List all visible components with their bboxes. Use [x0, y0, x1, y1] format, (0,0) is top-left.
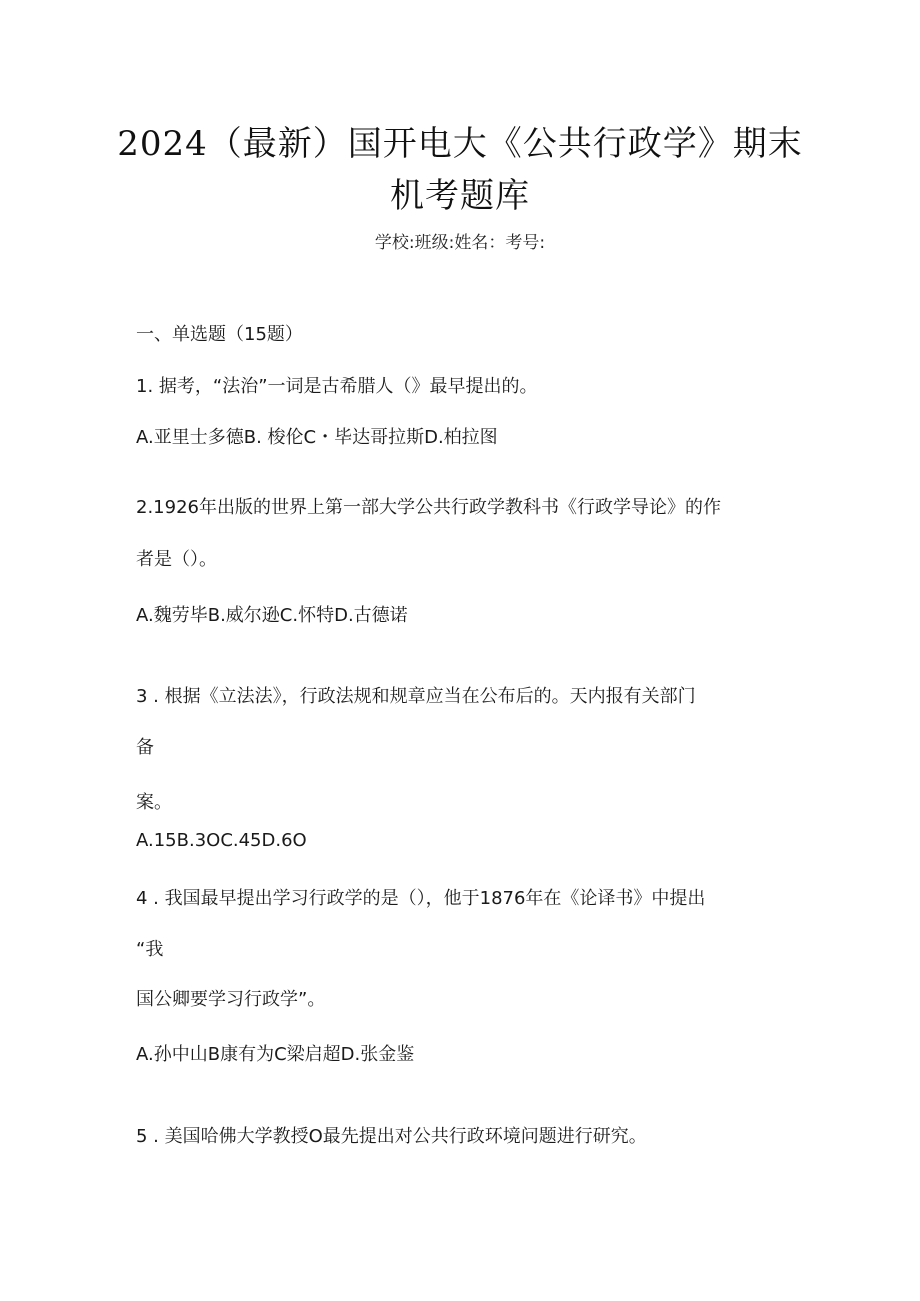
question-2-stem-line-2: 者是（）。 [136, 549, 217, 570]
question-5-stem: 5 . 美国哈佛大学教授O最先提出对公共行政环境问题进行研究。 [136, 1126, 647, 1147]
question-3-options: A.15B.3OC.45D.6O [136, 830, 307, 851]
section-heading: 一、单选题（15题） [136, 324, 303, 345]
question-4-options: A.孙中山B康有为C梁启超D.张金鉴 [136, 1044, 415, 1065]
question-1-options: A.亚里士多德B. 梭伦C・毕达哥拉斯D.柏拉图 [136, 427, 498, 448]
question-3-stem-line-3: 案。 [136, 792, 172, 813]
question-1-stem: 1. 据考，“法治”一词是古希腊人（》最早提出的。 [136, 376, 538, 397]
student-info-line: 学校:班级:姓名：考号: [374, 233, 546, 253]
question-3-stem-line-1: 3 . 根据《立法法》，行政法规和规章应当在公布后的。天内报有关部门 [136, 686, 696, 707]
question-4-stem-line-2: “我 [136, 939, 164, 960]
question-4-stem-line-1: 4 . 我国最早提出学习行政学的是（），他于1876年在《论译书》中提出 [136, 888, 706, 909]
question-4-stem-line-3: 国公卿要学习行政学”。 [136, 989, 326, 1010]
question-3-stem-line-2: 备 [136, 737, 154, 758]
question-2-stem-line-1: 2.1926年出版的世界上第一部大学公共行政学教科书《行政学导论》的作 [136, 497, 721, 518]
question-2-options: A.魏劳毕B.威尔逊C.怀特D.古德诺 [136, 605, 408, 626]
document-title-line-1: 2024（最新）国开电大《公共行政学》期末 [117, 124, 803, 164]
document-title-line-2: 机考题库 [390, 176, 530, 216]
